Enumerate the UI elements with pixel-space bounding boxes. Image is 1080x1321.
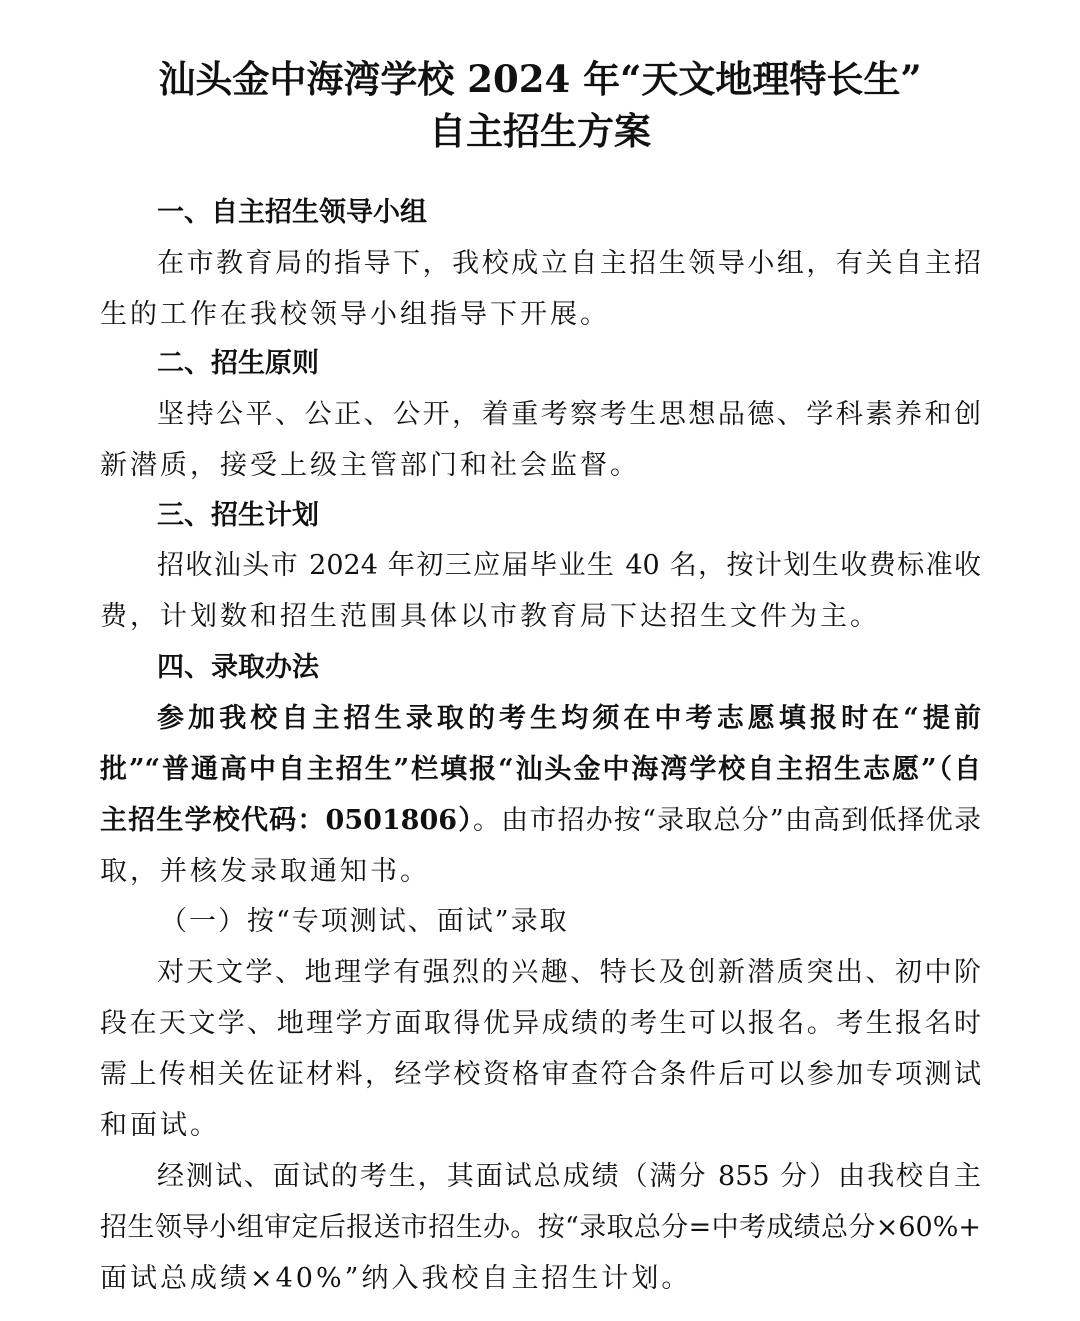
section-2-line-1: 坚持公平、公正、公开，着重考察考生思想品德、学科素养和创 — [157, 399, 981, 430]
section-4-heading: 四、录取办法 — [157, 652, 319, 683]
section-3-line-1: 招收汕头市 2024 年初三应届毕业生 40 名，按计划生收费标准收 — [157, 550, 981, 581]
section-1-heading: 一、自主招生领导小组 — [157, 197, 427, 228]
section-4-p1-line-2: 批”“普通高中自主招生”栏填报“汕头金中海湾学校自主招生志愿”（自 — [100, 754, 981, 785]
section-2-heading: 二、招生原则 — [157, 348, 319, 379]
section-3-heading: 三、招生计划 — [157, 500, 319, 531]
section-4-p1-line-4: 取，并核发录取通知书。 — [100, 856, 430, 887]
section-1-line-2: 生的工作在我校领导小组指导下开展。 — [100, 299, 610, 330]
section-4-p3-line-2: 招生领导小组审定后报送市招生办。按“录取总分=中考成绩总分×60%+ — [100, 1212, 981, 1243]
section-1-line-1: 在市教育局的指导下，我校成立自主招生领导小组，有关自主招 — [157, 248, 981, 279]
section-4-p1-line-1: 参加我校自主招生录取的考生均须在中考志愿填报时在“提前 — [157, 703, 981, 734]
section-3-line-2: 费，计划数和招生范围具体以市教育局下达招生文件为主。 — [100, 601, 880, 632]
section-4-p1-line-3 — [100, 804, 981, 838]
school-code-text: 主招生学校代码：0501806） — [100, 805, 473, 836]
section-4-p2-line-3: 需上传相关佐证材料，经学校资格审查符合条件后可以参加专项测试 — [100, 1059, 981, 1090]
section-4-p2-line-2: 段在天文学、地理学方面取得优异成绩的考生可以报名。考生报名时 — [100, 1008, 981, 1039]
section-4-p3-line-3: 面试总成绩×40%”纳入我校自主招生计划。 — [100, 1263, 692, 1294]
subsection-1-heading: （一）按“专项测试、面试”录取 — [160, 906, 569, 937]
document-title-line-2: 自主招生方案 — [429, 109, 651, 153]
section-4-p2-line-4: 和面试。 — [100, 1110, 220, 1141]
section-4-p3-line-1: 经测试、面试的考生，其面试总成绩（满分 855 分）由我校自主 — [157, 1161, 981, 1192]
section-4-p1-line-3-rest: 。由市招办按“录取总分”由高到低择优录 — [472, 805, 981, 836]
section-2-line-2: 新潜质，接受上级主管部门和社会监督。 — [100, 450, 640, 481]
section-4-p2-line-1: 对天文学、地理学有强烈的兴趣、特长及创新潜质突出、初中阶 — [157, 957, 981, 988]
document-title-line-1: 汕头金中海湾学校 2024 年“天文地理特长生” — [158, 57, 922, 101]
